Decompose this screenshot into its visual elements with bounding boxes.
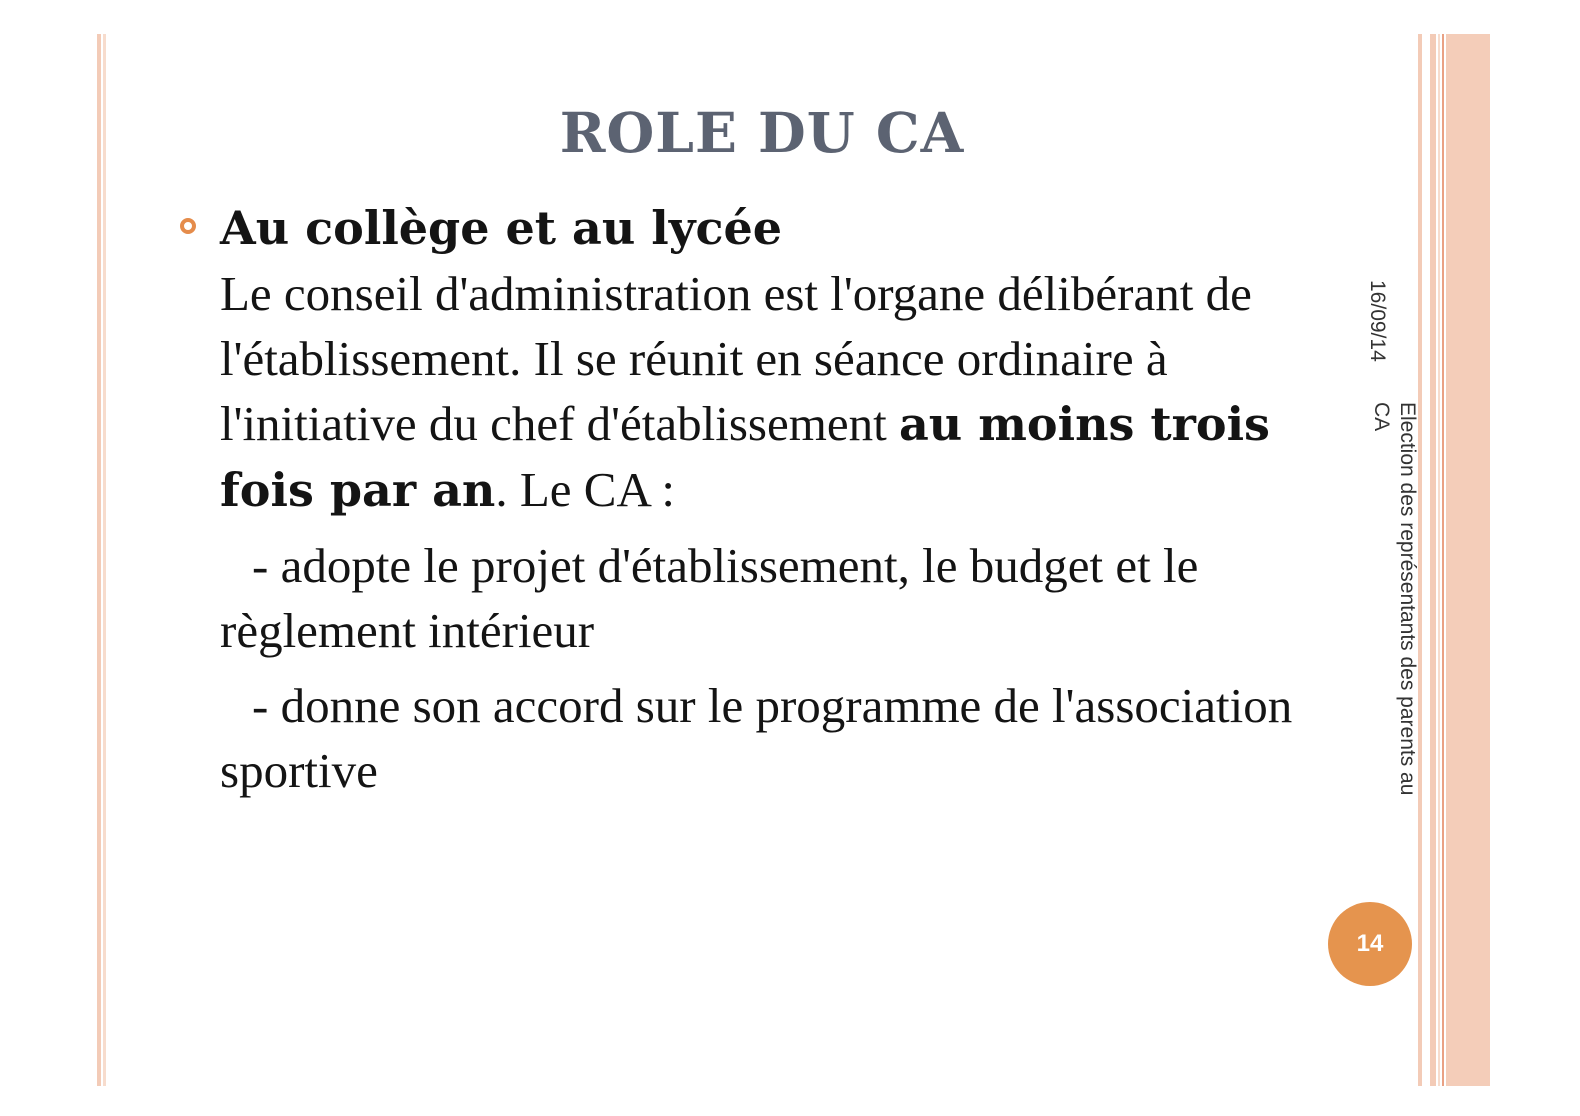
bullet-heading-text: Au collège et au lycée (220, 201, 783, 255)
bullet-heading (220, 196, 1350, 261)
paragraph-text-end: . Le CA : (495, 462, 675, 517)
right-border-stripe (1430, 34, 1436, 1086)
footer-date: 16/09/14 (1366, 280, 1389, 362)
left-border-stripe (103, 34, 106, 1086)
footer-text-line: CA (1370, 402, 1393, 432)
page-number-badge: 14 (1328, 902, 1412, 986)
list-item: - adopte le projet d'établissement, le budget et le règlement intérieur (220, 538, 1199, 658)
slide-content (220, 196, 1350, 803)
paragraph-text: Le conseil d'administration est l'organe délibérant de l'établissement. Il se réunit en séance ordinaire à l'initiative du chef d'établissement (220, 266, 1252, 451)
slide-title: ROLE DU CA (559, 100, 965, 165)
right-border-stripe (1442, 34, 1444, 1086)
paragraph (220, 261, 1350, 523)
list-item: - donne son accord sur le programme de l'association sportive (220, 678, 1293, 798)
footer-text (1368, 402, 1420, 795)
right-border-stripe (1438, 34, 1440, 1086)
circle-bullet-icon (180, 218, 196, 234)
paragraph-bold-text: au moins trois fois par an (220, 397, 1270, 517)
footer-text-line: Election des représentants des parents au (1396, 402, 1419, 796)
right-border-band (1446, 34, 1490, 1086)
left-border-stripe (97, 34, 101, 1086)
